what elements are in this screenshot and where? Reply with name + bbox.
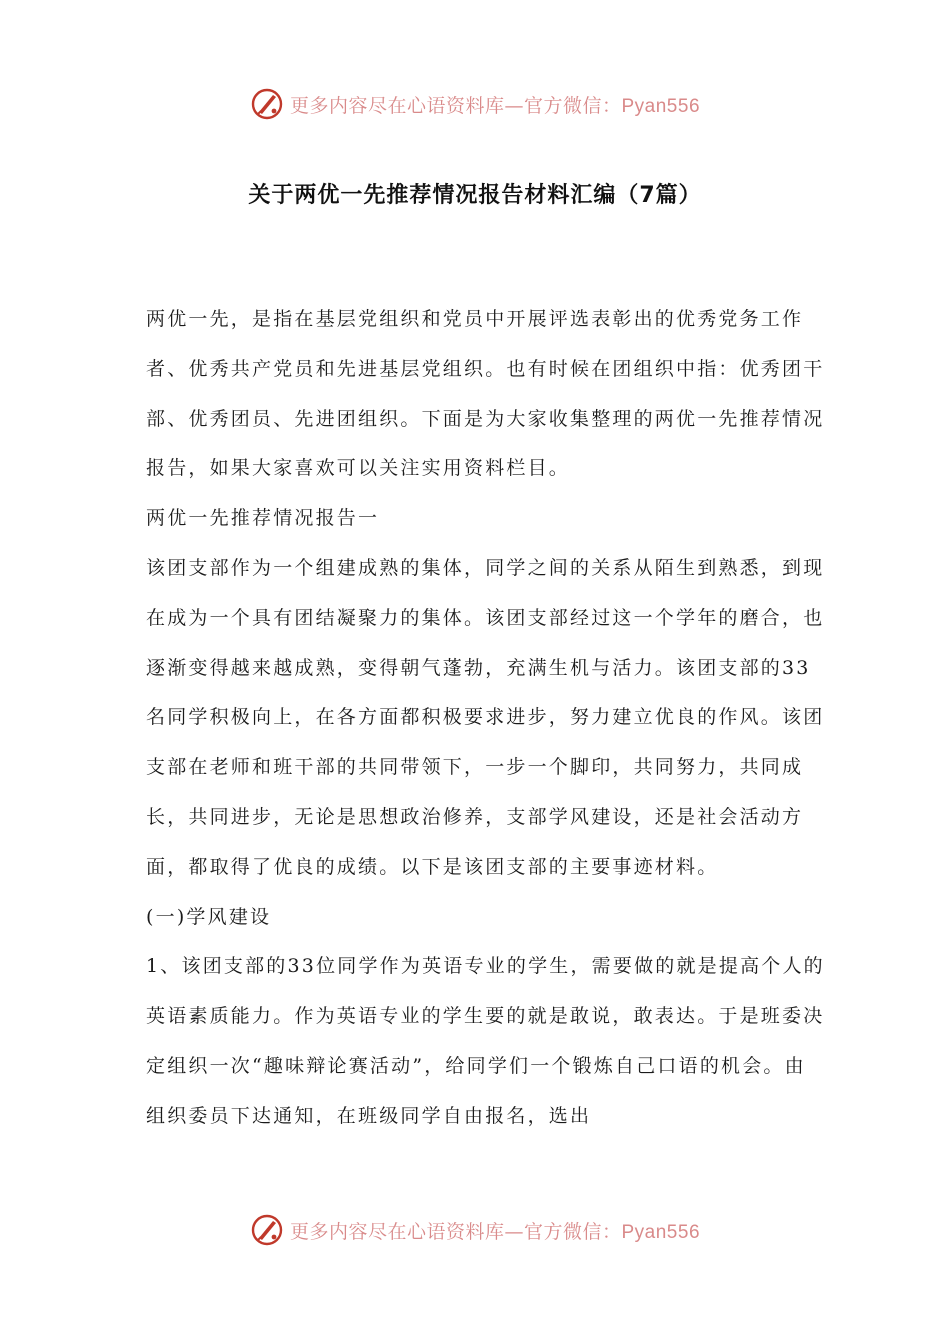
watermark-wechat-id: Pyan556	[621, 1221, 701, 1243]
paragraph-intro: 两优一先，是指在基层党组织和党员中开展评选表彰出的优秀党务工作者、优秀共产党员和先进基层党组织。也有时候在团组织中指：优秀团干部、优秀团员、先进团组织。下面是为大家收集整理的两优一先推荐情况报告，如果大家喜欢可以关注实用资料栏目。	[146, 308, 825, 480]
quill-logo-icon	[250, 1213, 284, 1247]
watermark-header	[0, 84, 950, 124]
watermark-wechat-id: Pyan556	[621, 95, 701, 117]
paragraph-item-one: 1、该团支部的33位同学作为英语专业的学生，需要做的就是提高个人的英语素质能力。作为英语专业的学生要的就是敢说，敢表达。于是班委决定组织一次“趣味辩论赛活动”，给同学们一个锻炼自己口语的机会。由组织委员下达通知，在班级同学自由报名，选出	[146, 955, 825, 1127]
document-title: 关于两优一先推荐情况报告材料汇编（7篇）	[248, 183, 702, 208]
section-heading-report-one: 两优一先推荐情况报告一	[146, 507, 380, 530]
paragraph-branch-overview: 该团支部作为一个组建成熟的集体，同学之间的关系从陌生到熟悉，到现在成为一个具有团结凝聚力的集体。该团支部经过这一个学年的磨合，也逐渐变得越来越成熟，变得朝气蓬勃，充满生机与活力。该团支部的33名同学积极向上，在各方面都积极要求进步，努力建立优良的作风。该团支部在老师和班干部的共同带领下，一步一个脚印，共同努力，共同成长，共同进步，无论是思想政治修养，支部学风建设，还是社会活动方面，都取得了优良的成绩。以下是该团支部的主要事迹材料。	[146, 556, 825, 878]
watermark-text: 更多内容尽在心语资料库—官方微信：Pyan556	[289, 1220, 701, 1243]
subsection-heading-study-style: (一)学风建设	[146, 905, 272, 928]
watermark-text: 更多内容尽在心语资料库—官方微信：Pyan556	[289, 94, 701, 117]
watermark-footer	[0, 1210, 950, 1250]
quill-logo-icon	[250, 87, 284, 121]
document-body	[146, 295, 826, 1142]
